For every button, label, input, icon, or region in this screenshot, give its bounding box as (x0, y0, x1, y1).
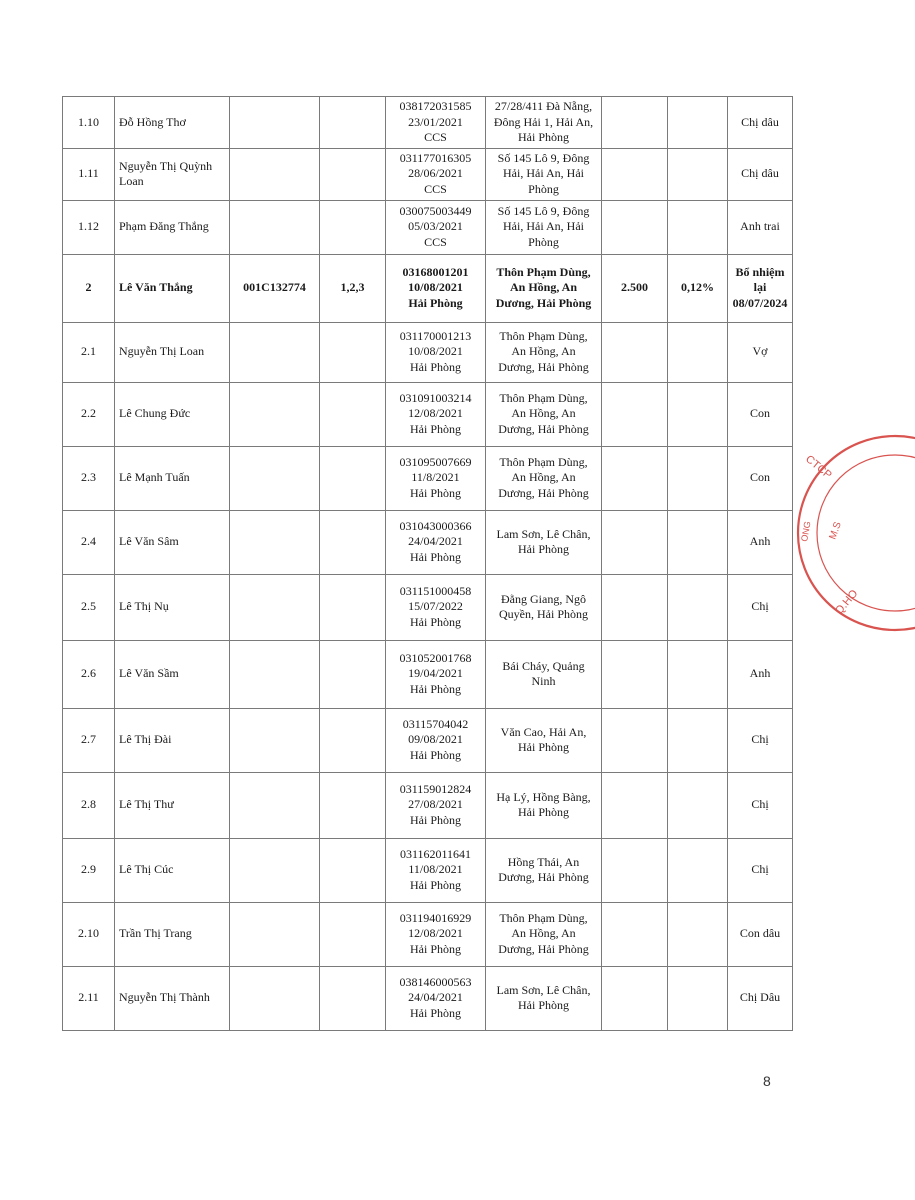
relationship-cell: Chị (728, 574, 793, 640)
position-cell (320, 200, 386, 254)
id-document-cell-line: Hải Phòng (410, 681, 461, 696)
id-document-cell-line: 09/08/2021 (408, 732, 463, 747)
address-cell-line: Đông Hải 1, Hải An, (493, 114, 594, 129)
id-document-cell-line: Hải Phòng (410, 421, 461, 436)
table-row (63, 902, 793, 966)
relationship-cell: Chị (728, 838, 793, 902)
address-cell-line: Thôn Phạm Dùng, (499, 454, 588, 469)
ownership-percent-cell (668, 382, 728, 446)
person-name-cell: Lê Văn Thắng (115, 254, 230, 322)
related-persons-table (62, 96, 793, 1031)
relationship-cell: Anh (728, 640, 793, 708)
id-document-cell-line: Hải Phòng (410, 877, 461, 892)
row-number-cell: 2.9 (63, 838, 115, 902)
id-document-cell-line: 031159012824 (399, 781, 472, 796)
shares-held-cell (602, 574, 668, 640)
address-cell (486, 510, 602, 574)
id-document-cell-line: Hải Phòng (410, 747, 461, 762)
id-document-cell-line: 12/08/2021 (408, 926, 463, 941)
id-document-cell-line: 28/06/2021 (408, 166, 463, 181)
ownership-percent-cell (668, 510, 728, 574)
ownership-percent-cell (668, 574, 728, 640)
address-cell-line: Thôn Phạm Dùng, (499, 328, 588, 343)
table-row (63, 708, 793, 772)
id-document-cell-line: 038172031585 (399, 99, 472, 113)
address-cell-line: Văn Cao, Hải An, (500, 724, 587, 739)
id-document-cell-line: Hải Phòng (410, 614, 461, 629)
address-cell (486, 446, 602, 510)
address-cell-line: An Hồng, An (511, 470, 576, 485)
id-document-cell-line: Hải Phòng (410, 1005, 461, 1020)
position-cell (320, 902, 386, 966)
row-number-cell: 2.7 (63, 708, 115, 772)
id-document-cell-line: 031151000458 (399, 583, 472, 598)
securities-account-cell (230, 446, 320, 510)
id-document-cell-line: Hải Phòng (410, 812, 461, 827)
relationship-cell: Chị (728, 708, 793, 772)
relationship-cell: Vợ (728, 322, 793, 382)
relationship-cell: Con (728, 382, 793, 446)
address-cell (486, 838, 602, 902)
id-document-cell (386, 446, 486, 510)
person-name-cell: Phạm Đăng Thắng (115, 200, 230, 254)
row-number-cell: 2.11 (63, 966, 115, 1030)
shares-held-cell (602, 97, 668, 149)
ownership-percent-cell (668, 446, 728, 510)
relationship-cell: Chị dâu (728, 97, 793, 149)
id-document-cell (386, 708, 486, 772)
id-document-cell-line: Hải Phòng (410, 941, 461, 956)
position-cell (320, 97, 386, 149)
person-name-cell: Lê Thị Cúc (115, 838, 230, 902)
relationship-cell: Anh (728, 510, 793, 574)
id-document-cell-line: Hải Phòng (410, 485, 461, 500)
address-cell-line: Dương, Hải Phòng (498, 421, 589, 436)
securities-account-cell (230, 148, 320, 200)
position-cell (320, 838, 386, 902)
row-number-cell: 2.1 (63, 322, 115, 382)
position-cell (320, 148, 386, 200)
id-document-cell-line: CCS (424, 181, 447, 196)
table-row (63, 772, 793, 838)
row-number-cell: 2 (63, 254, 115, 322)
row-number-cell: 2.2 (63, 382, 115, 446)
person-name-cell: Trần Thị Trang (115, 902, 230, 966)
shares-held-cell (602, 510, 668, 574)
table-row (63, 446, 793, 510)
id-document-cell-line: 05/03/2021 (408, 219, 463, 234)
ownership-percent-cell (668, 97, 728, 149)
row-number-cell: 2.8 (63, 772, 115, 838)
relationship-cell: Bổ nhiệm lại 08/07/2024 (728, 254, 793, 322)
relationship-cell: Chị dâu (728, 148, 793, 200)
table-row (63, 322, 793, 382)
address-cell-line: Thôn Phạm Dùng, (496, 264, 591, 279)
address-cell (486, 148, 602, 200)
id-document-cell-line: 11/8/2021 (411, 470, 460, 485)
table-row (63, 382, 793, 446)
person-name-cell: Nguyễn Thị Quỳnh Loan (115, 148, 230, 200)
address-cell (486, 708, 602, 772)
ownership-percent-cell (668, 838, 728, 902)
position-cell (320, 966, 386, 1030)
id-document-cell (386, 322, 486, 382)
id-document-cell (386, 838, 486, 902)
id-document-cell-line: 031043000366 (399, 518, 472, 533)
address-cell-line: Hạ Lý, Hồng Bàng, (496, 789, 591, 804)
address-cell-line: Hải, Hải An, Hải (503, 219, 584, 234)
id-document-cell-line: 19/04/2021 (408, 666, 463, 681)
person-name-cell: Lê Văn Sầm (115, 640, 230, 708)
position-cell (320, 322, 386, 382)
row-number-cell: 2.3 (63, 446, 115, 510)
ownership-percent-cell (668, 640, 728, 708)
table-row (63, 254, 793, 322)
id-document-cell-line: 10/08/2021 (408, 280, 463, 295)
address-cell-line: Thôn Phạm Dùng, (499, 390, 588, 405)
id-document-cell-line: 031177016305 (399, 150, 472, 165)
row-number-cell: 1.10 (63, 97, 115, 149)
table-row (63, 574, 793, 640)
address-cell-line: Hồng Thái, An (507, 854, 580, 869)
address-cell-line: Số 145 Lô 9, Đông (497, 150, 590, 165)
id-document-cell-line: 038146000563 (399, 974, 472, 989)
address-cell-line: Quyền, Hải Phòng (499, 607, 588, 621)
person-name-cell: Nguyễn Thị Thành (115, 966, 230, 1030)
securities-account-cell (230, 640, 320, 708)
securities-account-cell (230, 382, 320, 446)
address-cell-line: Bái Cháy, Quảng (502, 658, 585, 673)
address-cell-line: Lam Sơn, Lê Chân, (496, 982, 591, 997)
svg-text:Q.HO: Q.HO (833, 587, 861, 617)
ownership-percent-cell (668, 148, 728, 200)
id-document-cell-line: 10/08/2021 (408, 344, 463, 359)
address-cell-line: Đằng Giang, Ngô (501, 591, 586, 606)
securities-account-cell (230, 966, 320, 1030)
shares-held-cell: 2.500 (602, 254, 668, 322)
shares-held-cell (602, 148, 668, 200)
id-document-cell (386, 200, 486, 254)
id-document-cell-line: 24/04/2021 (408, 534, 463, 549)
address-cell-line: Phòng (528, 234, 559, 249)
id-document-cell-line: CCS (424, 234, 447, 249)
securities-account-cell (230, 200, 320, 254)
seal-graphic (795, 430, 915, 635)
table-row (63, 966, 793, 1030)
table-row (63, 200, 793, 254)
id-document-cell-line: 11/08/2021 (408, 862, 463, 877)
address-cell (486, 772, 602, 838)
securities-account-cell (230, 322, 320, 382)
id-document-cell-line: 030075003449 (399, 203, 472, 218)
person-name-cell: Nguyễn Thị Loan (115, 322, 230, 382)
id-document-cell-line: 03115704042 (402, 716, 469, 731)
address-cell (486, 322, 602, 382)
id-document-cell (386, 772, 486, 838)
address-cell-line: Hải Phòng (518, 740, 569, 754)
person-name-cell: Lê Thị Nụ (115, 574, 230, 640)
id-document-cell-line: Hải Phòng (408, 295, 463, 310)
address-cell-line: Hải Phòng (518, 130, 569, 144)
id-document-cell-line: 031170001213 (399, 328, 472, 343)
id-document-cell (386, 510, 486, 574)
address-cell-line: Phòng (528, 181, 559, 196)
row-number-cell: 1.12 (63, 200, 115, 254)
id-document-cell (386, 966, 486, 1030)
address-cell (486, 902, 602, 966)
shares-held-cell (602, 382, 668, 446)
address-cell (486, 97, 602, 149)
table-body (63, 97, 793, 1031)
id-document-cell-line: CCS (424, 130, 447, 144)
person-name-cell: Đỗ Hồng Thơ (115, 97, 230, 149)
securities-account-cell: 001C132774 (230, 254, 320, 322)
address-cell-line: Dương, Hải Phòng (495, 295, 592, 310)
address-cell-line: Thôn Phạm Dùng, (499, 910, 588, 925)
id-document-cell-line: 031091003214 (399, 390, 472, 405)
table-row (63, 510, 793, 574)
table-row (63, 97, 793, 149)
relationship-cell: Anh trai (728, 200, 793, 254)
svg-text:CTCP: CTCP (803, 453, 834, 482)
id-document-cell-line: Hải Phòng (410, 549, 461, 564)
relationship-cell: Con (728, 446, 793, 510)
address-cell-line: An Hồng, An (511, 406, 576, 421)
address-cell-line: 27/28/411 Đà Nẵng, (494, 99, 593, 113)
address-cell-line: Số 145 Lô 9, Đông (497, 203, 590, 218)
securities-account-cell (230, 574, 320, 640)
id-document-cell (386, 148, 486, 200)
relationship-cell: Chị (728, 772, 793, 838)
shares-held-cell (602, 200, 668, 254)
address-cell (486, 382, 602, 446)
row-number-cell: 1.11 (63, 148, 115, 200)
ownership-percent-cell (668, 322, 728, 382)
id-document-cell (386, 254, 486, 322)
person-name-cell: Lê Văn Sâm (115, 510, 230, 574)
id-document-cell-line: 031095007669 (399, 454, 472, 469)
position-cell (320, 772, 386, 838)
shares-held-cell (602, 838, 668, 902)
svg-text:ONG: ONG (799, 520, 813, 543)
address-cell (486, 574, 602, 640)
row-number-cell: 2.10 (63, 902, 115, 966)
id-document-cell-line: 031194016929 (399, 910, 472, 925)
position-cell (320, 708, 386, 772)
securities-account-cell (230, 902, 320, 966)
address-cell-line: An Hồng, An (509, 280, 578, 295)
shares-held-cell (602, 446, 668, 510)
table-row (63, 148, 793, 200)
id-document-cell (386, 574, 486, 640)
svg-text:M.S: M.S (827, 520, 844, 542)
position-cell: 1,2,3 (320, 254, 386, 322)
id-document-cell-line: 24/04/2021 (408, 990, 463, 1005)
address-cell (486, 254, 602, 322)
table-row (63, 640, 793, 708)
ownership-percent-cell (668, 708, 728, 772)
securities-account-cell (230, 708, 320, 772)
address-cell-line: Ninh (531, 674, 556, 688)
address-cell-line: Dương, Hải Phòng (498, 485, 589, 500)
table-row (63, 838, 793, 902)
address-cell-line: Hải Phòng (518, 805, 569, 819)
relationship-cell: Con dâu (728, 902, 793, 966)
address-cell-line: An Hồng, An (511, 926, 576, 941)
id-document-cell (386, 382, 486, 446)
person-name-cell: Lê Thị Thư (115, 772, 230, 838)
id-document-cell-line: 031162011641 (399, 846, 472, 861)
id-document-cell-line: 27/08/2021 (408, 797, 463, 812)
address-cell-line: Hải, Hải An, Hải (503, 166, 584, 181)
position-cell (320, 640, 386, 708)
securities-account-cell (230, 97, 320, 149)
address-cell-line: An Hồng, An (511, 344, 576, 359)
person-name-cell: Lê Thị Đài (115, 708, 230, 772)
shares-held-cell (602, 708, 668, 772)
person-name-cell: Lê Chung Đức (115, 382, 230, 446)
id-document-cell-line: 15/07/2022 (408, 599, 463, 614)
securities-account-cell (230, 510, 320, 574)
ownership-percent-cell (668, 902, 728, 966)
row-number-cell: 2.6 (63, 640, 115, 708)
shares-held-cell (602, 322, 668, 382)
shares-held-cell (602, 772, 668, 838)
address-cell (486, 640, 602, 708)
id-document-cell-line: 031052001768 (399, 650, 472, 665)
shares-held-cell (602, 966, 668, 1030)
securities-account-cell (230, 772, 320, 838)
row-number-cell: 2.5 (63, 574, 115, 640)
id-document-cell (386, 97, 486, 149)
address-cell-line: Hải Phòng (518, 542, 569, 556)
address-cell-line: Dương, Hải Phòng (498, 359, 589, 374)
position-cell (320, 382, 386, 446)
address-cell (486, 200, 602, 254)
id-document-cell (386, 902, 486, 966)
relationship-cell: Chị Dâu (728, 966, 793, 1030)
ownership-percent-cell (668, 772, 728, 838)
address-cell-line: Hải Phòng (518, 998, 569, 1012)
id-document-cell-line: Hải Phòng (410, 359, 461, 374)
address-cell-line: Dương, Hải Phòng (498, 941, 589, 956)
id-document-cell (386, 640, 486, 708)
id-document-cell-line: 23/01/2021 (408, 114, 463, 129)
row-number-cell: 2.4 (63, 510, 115, 574)
position-cell (320, 510, 386, 574)
securities-account-cell (230, 838, 320, 902)
company-seal (795, 430, 861, 635)
shares-held-cell (602, 902, 668, 966)
address-cell (486, 966, 602, 1030)
person-name-cell: Lê Mạnh Tuấn (115, 446, 230, 510)
ownership-percent-cell (668, 200, 728, 254)
ownership-percent-cell (668, 966, 728, 1030)
shares-held-cell (602, 640, 668, 708)
id-document-cell-line: 03168001201 (402, 264, 469, 279)
position-cell (320, 574, 386, 640)
id-document-cell-line: 12/08/2021 (408, 406, 463, 421)
address-cell-line: Dương, Hải Phòng (498, 870, 589, 884)
address-cell-line: Lam Sơn, Lê Chân, (496, 526, 591, 541)
position-cell (320, 446, 386, 510)
ownership-percent-cell: 0,12% (668, 254, 728, 322)
page-number: 8 (763, 1073, 771, 1089)
